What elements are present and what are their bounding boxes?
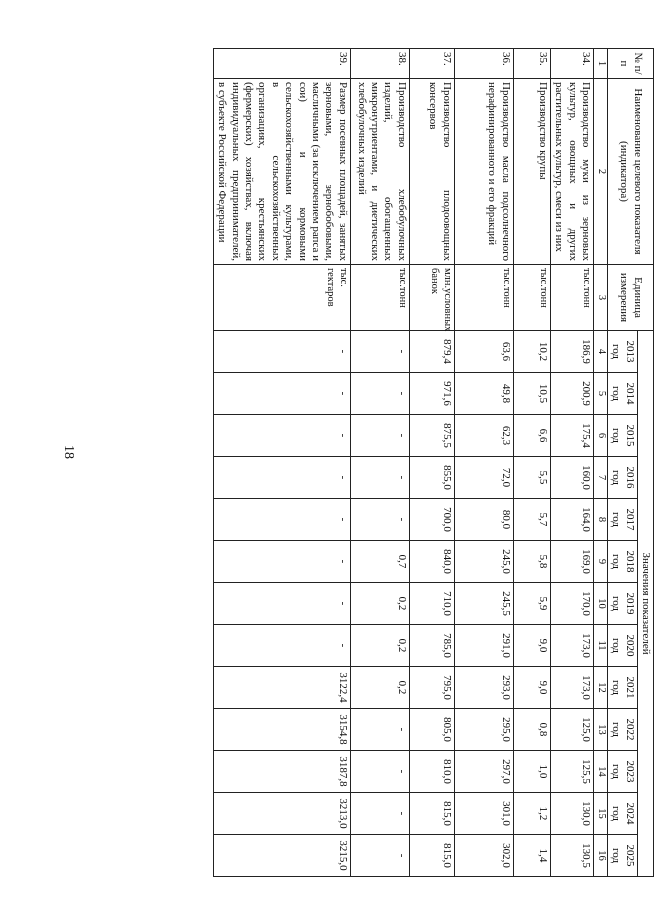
value-cell: 173,0 (550, 667, 593, 709)
value-cell: 700,0 (409, 499, 454, 541)
value-cell: - (213, 499, 350, 541)
value-cell: 10,5 (513, 373, 550, 415)
column-number: 12 (593, 667, 607, 709)
value-cell: 6,6 (513, 415, 550, 457)
value-cell: 9,0 (513, 667, 550, 709)
value-cell: 855,0 (409, 457, 454, 499)
header-year: 2023 год (607, 751, 637, 793)
header-year: 2018 год (607, 541, 637, 583)
indicator-name: Производство плодоовощных консервов (409, 79, 454, 265)
value-cell: - (350, 331, 409, 373)
table-row (350, 49, 409, 877)
column-number: 15 (593, 793, 607, 835)
header-year: 2024 год (607, 793, 637, 835)
value-cell: 125,5 (550, 751, 593, 793)
value-cell: 200,9 (550, 373, 593, 415)
value-cell: 130,0 (550, 793, 593, 835)
value-cell: 173,0 (550, 625, 593, 667)
indicators-table (213, 48, 654, 877)
unit-cell: тыс.тонн (454, 265, 513, 331)
value-cell: 3187,8 (213, 751, 350, 793)
value-cell: 245,0 (454, 541, 513, 583)
value-cell: 5,8 (513, 541, 550, 583)
value-cell: 245,5 (454, 583, 513, 625)
column-number: 16 (593, 835, 607, 877)
value-cell: 170,0 (550, 583, 593, 625)
row-number: 36. (454, 49, 513, 79)
header-year: 2020 год (607, 625, 637, 667)
value-cell: 62,3 (454, 415, 513, 457)
table-body (213, 49, 593, 877)
value-cell: - (350, 499, 409, 541)
table-row (213, 49, 350, 877)
row-number: 34. (550, 49, 593, 79)
value-cell: 840,0 (409, 541, 454, 583)
header-year: 2015 год (607, 415, 637, 457)
value-cell: 125,0 (550, 709, 593, 751)
value-cell: 1,4 (513, 835, 550, 877)
value-cell: - (213, 583, 350, 625)
value-cell: - (213, 373, 350, 415)
value-cell: 169,0 (550, 541, 593, 583)
unit-cell: млн.условных банок (409, 265, 454, 331)
column-number: 1 (593, 49, 607, 79)
header-year: 2025 год (607, 835, 637, 877)
value-cell: - (213, 331, 350, 373)
column-number: 6 (593, 415, 607, 457)
table-row (454, 49, 513, 877)
value-cell: 3215,0 (213, 835, 350, 877)
row-number: 38. (350, 49, 409, 79)
value-cell: 795,0 (409, 667, 454, 709)
value-cell: 10,2 (513, 331, 550, 373)
page-number: 18 (61, 445, 76, 459)
header-year: 2021 год (607, 667, 637, 709)
column-number: 4 (593, 331, 607, 373)
value-cell: 186,9 (550, 331, 593, 373)
value-cell: - (213, 457, 350, 499)
value-cell: 1,2 (513, 793, 550, 835)
value-cell: 815,0 (409, 835, 454, 877)
value-cell: 72,0 (454, 457, 513, 499)
value-cell: 5,7 (513, 499, 550, 541)
value-cell: 0,8 (513, 709, 550, 751)
indicator-name: Производство масла подсолнечного нерафинированного и его фракций (454, 79, 513, 265)
row-number: 37. (409, 49, 454, 79)
value-cell: 0,7 (350, 541, 409, 583)
column-number: 8 (593, 499, 607, 541)
table-row (513, 49, 550, 877)
indicator-name: Производство крупы (513, 79, 550, 265)
value-cell: 3213,0 (213, 793, 350, 835)
value-cell: 63,6 (454, 331, 513, 373)
indicator-name: Производство муки из зерновых культур, овощных и других растительных культур, смеси из них (550, 79, 593, 265)
value-cell: 301,0 (454, 793, 513, 835)
header-year: 2022 год (607, 709, 637, 751)
value-cell: 810,0 (409, 751, 454, 793)
value-cell: 297,0 (454, 751, 513, 793)
value-cell: 805,0 (409, 709, 454, 751)
column-number: 9 (593, 541, 607, 583)
value-cell: 302,0 (454, 835, 513, 877)
value-cell: 815,0 (409, 793, 454, 835)
value-cell: - (350, 751, 409, 793)
value-cell: 785,0 (409, 625, 454, 667)
header-values: Значения показателей (637, 331, 653, 877)
header-no: № п/п (607, 49, 653, 79)
unit-cell: тыс. гектаров (213, 265, 350, 331)
column-number: 3 (593, 265, 607, 331)
value-cell: 875,5 (409, 415, 454, 457)
column-number: 13 (593, 709, 607, 751)
unit-cell: тыс.тонн (550, 265, 593, 331)
header-year: 2016 год (607, 457, 637, 499)
value-cell: 879,4 (409, 331, 454, 373)
value-cell: 49,8 (454, 373, 513, 415)
value-cell: - (350, 793, 409, 835)
value-cell: - (350, 709, 409, 751)
value-cell: 0,2 (350, 583, 409, 625)
table-row (409, 49, 454, 877)
header-name: Наименование целевого показателя (индикатора) (607, 79, 653, 265)
column-number: 5 (593, 373, 607, 415)
value-cell: 293,0 (454, 667, 513, 709)
value-cell: 5,5 (513, 457, 550, 499)
rotated-table-container (86, 48, 654, 875)
value-cell: 80,0 (454, 499, 513, 541)
unit-cell: тыс.тонн (513, 265, 550, 331)
value-cell: 160,0 (550, 457, 593, 499)
value-cell: 1,0 (513, 751, 550, 793)
value-cell: - (213, 541, 350, 583)
value-cell: - (350, 835, 409, 877)
value-cell: 164,0 (550, 499, 593, 541)
value-cell: - (213, 625, 350, 667)
value-cell: 3154,8 (213, 709, 350, 751)
value-cell: 0,2 (350, 667, 409, 709)
value-cell: 130,5 (550, 835, 593, 877)
header-year: 2013 год (607, 331, 637, 373)
value-cell: - (350, 457, 409, 499)
header-unit: Единица измерения (607, 265, 653, 331)
value-cell: 5,9 (513, 583, 550, 625)
value-cell: 175,4 (550, 415, 593, 457)
value-cell: 291,0 (454, 625, 513, 667)
indicator-name: Размер посевных площадей, занятых зерновыми, зернобобовыми, масличными (за исключением рапса и сои) и кормовыми сельскохозяйственными культурами, в сельскохозяйственных организациях, крестьянских (фермерских) хозяйствах, включая индивидуальных предпринимателей, в субъекте Российской Федерации (213, 79, 350, 265)
header-year: 2019 год (607, 583, 637, 625)
value-cell: - (350, 373, 409, 415)
unit-cell: тыс.тонн (350, 265, 409, 331)
value-cell: 3122,4 (213, 667, 350, 709)
row-number: 39. (213, 49, 350, 79)
row-number: 35. (513, 49, 550, 79)
header-year: 2017 год (607, 499, 637, 541)
value-cell: 295,0 (454, 709, 513, 751)
value-cell: 710,0 (409, 583, 454, 625)
value-cell: 971,6 (409, 373, 454, 415)
value-cell: 0,2 (350, 625, 409, 667)
column-number: 11 (593, 625, 607, 667)
value-cell: - (213, 415, 350, 457)
value-cell: - (350, 415, 409, 457)
indicator-name: Производство хлебобулочных изделий, обогащенных микронутриентами, и диетических хлебобулочных изделий (350, 79, 409, 265)
column-number: 7 (593, 457, 607, 499)
column-number: 14 (593, 751, 607, 793)
column-number: 2 (593, 79, 607, 265)
column-numbers-row (593, 49, 607, 877)
header-year: 2014 год (607, 373, 637, 415)
table-row (550, 49, 593, 877)
column-number: 10 (593, 583, 607, 625)
value-cell: 9,0 (513, 625, 550, 667)
